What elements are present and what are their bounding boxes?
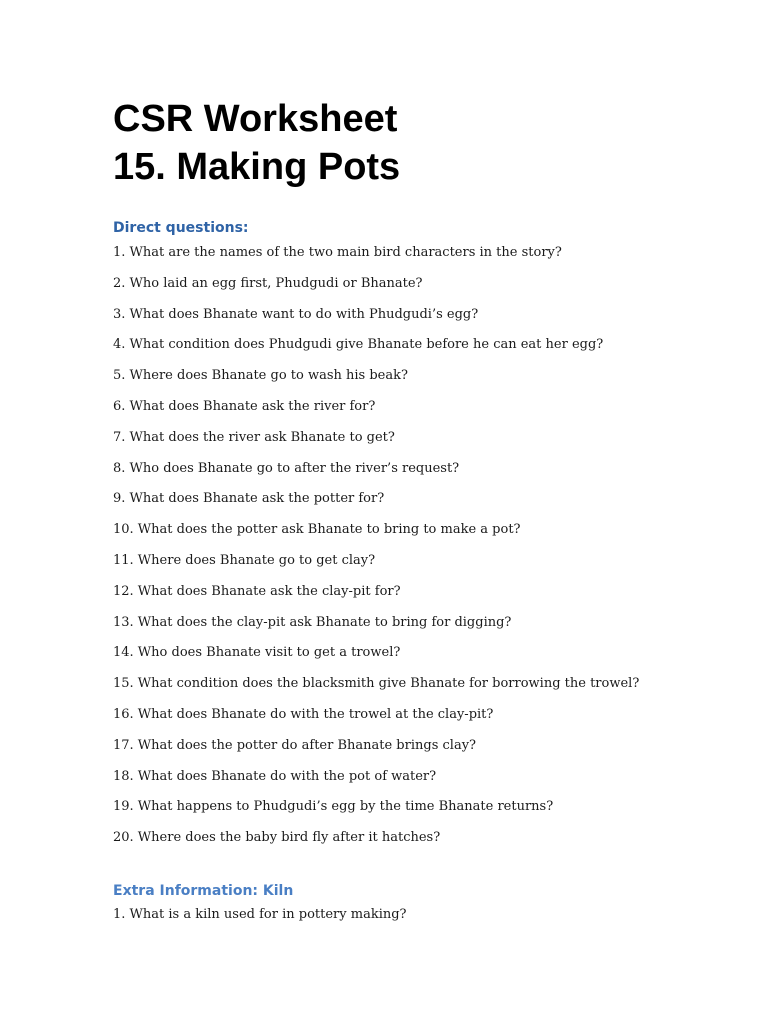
question-item: 15. What condition does the blacksmith give Bhanate for borrowing the trowel? — [113, 676, 640, 692]
title-line-topic: 15. Making Pots — [113, 146, 401, 188]
question-item: 12. What does Bhanate ask the clay-pit for? — [113, 583, 401, 599]
direct-questions-list — [113, 244, 733, 860]
question-item: 18. What does Bhanate do with the pot of water? — [113, 768, 437, 784]
question-item: 7. What does the river ask Bhanate to get? — [113, 429, 395, 445]
question-item: 10. What does the potter ask Bhanate to bring to make a pot? — [113, 522, 521, 538]
question-item: 8. Who does Bhanate go to after the river’s request? — [113, 460, 460, 476]
question-item: 17. What does the potter do after Bhanate brings clay? — [113, 737, 477, 753]
question-item: 11. Where does Bhanate go to get clay? — [113, 552, 376, 568]
question-item: 4. What condition does Phudgudi give Bhanate before he can eat her egg? — [113, 337, 604, 353]
question-item: 13. What does the clay-pit ask Bhanate to bring for digging? — [113, 614, 512, 630]
question-item: 1. What are the names of the two main bird characters in the story? — [113, 245, 562, 260]
direct-questions-heading: Direct questions: — [113, 220, 249, 236]
extra-information-heading: Extra Information: Kiln — [113, 883, 294, 899]
question-item: 16. What does Bhanate do with the trowel at the clay-pit? — [113, 706, 494, 722]
title-line-worksheet: CSR Worksheet — [113, 98, 398, 140]
extra-questions-list — [113, 906, 733, 937]
question-item: 14. Who does Bhanate visit to get a trowel? — [113, 645, 401, 661]
question-item: 6. What does Bhanate ask the river for? — [113, 398, 376, 414]
question-item: 9. What does Bhanate ask the potter for? — [113, 491, 385, 507]
question-item: 3. What does Bhanate want to do with Phudgudi’s egg? — [113, 306, 479, 322]
question-item: 1. What is a kiln used for in pottery making? — [113, 907, 407, 922]
question-item: 20. Where does the baby bird fly after it hatches? — [113, 830, 441, 846]
question-item: 5. Where does Bhanate go to wash his beak? — [113, 368, 408, 384]
page-title — [113, 95, 400, 191]
question-item: 2. Who laid an egg first, Phudgudi or Bhanate? — [113, 275, 423, 291]
question-item: 19. What happens to Phudgudi’s egg by the time Bhanate returns? — [113, 799, 554, 815]
